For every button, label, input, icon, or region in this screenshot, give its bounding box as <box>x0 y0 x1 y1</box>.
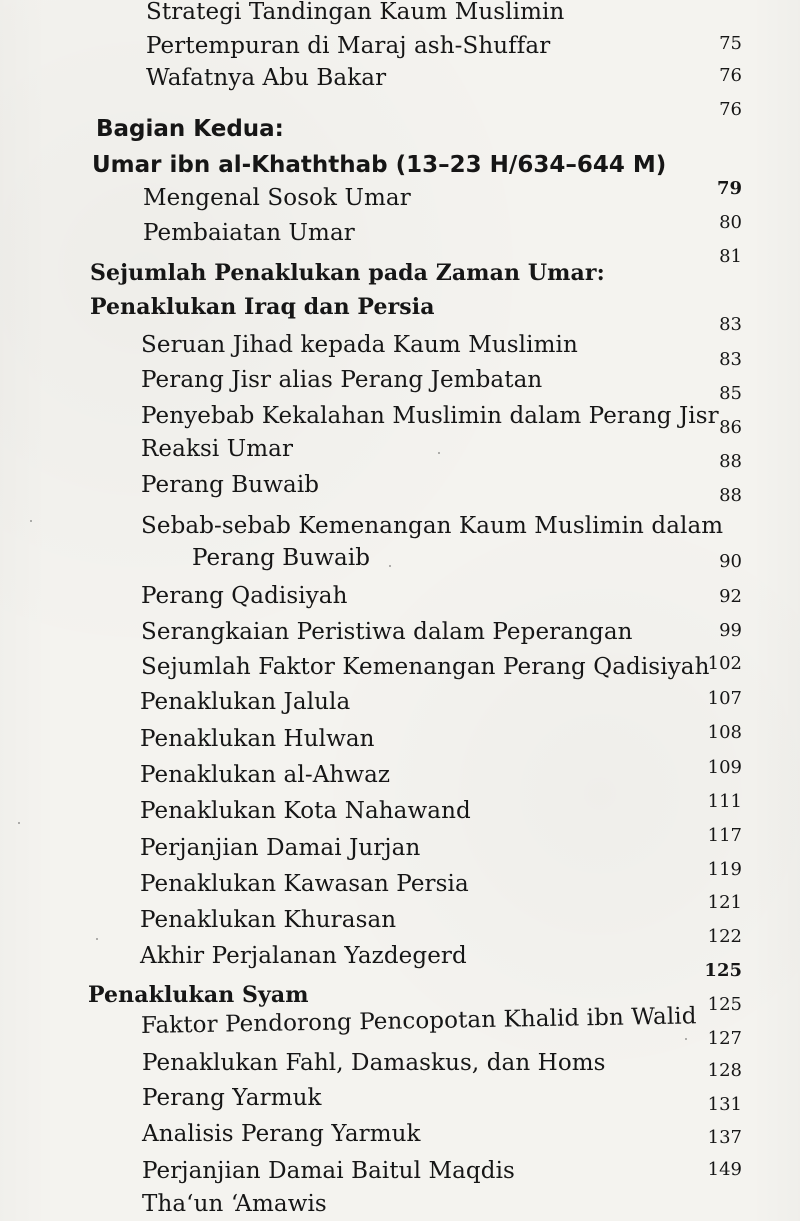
toc-entry: Penaklukan Jalula <box>140 689 351 715</box>
page-number: 122 <box>707 926 742 947</box>
toc-entry: Perang Buwaib <box>192 545 371 571</box>
page-number: 81 <box>719 246 742 267</box>
toc-entry: Reaksi Umar <box>141 436 294 462</box>
page-number: 125 <box>704 960 742 981</box>
toc-entry: Penaklukan Kota Nahawand <box>140 798 471 824</box>
toc-entry: Mengenal Sosok Umar <box>143 185 411 211</box>
toc-entry: Pembaiatan Umar <box>143 220 355 246</box>
toc-entry: Penaklukan Hulwan <box>140 726 375 752</box>
page-number: 117 <box>707 825 742 846</box>
section-heading: Penaklukan Syam <box>88 982 309 1008</box>
page-number: 83 <box>719 314 742 335</box>
page-number: 80 <box>719 212 742 233</box>
page-number: 127 <box>707 1028 742 1049</box>
toc-entry: Perjanjian Damai Jurjan <box>140 835 421 861</box>
page-number: 102 <box>707 653 742 674</box>
toc-entry: Penyebab Kekalahan Muslimin dalam Perang Jisr <box>141 403 719 429</box>
toc-entry: Pertempuran di Maraj ash-Shuffar <box>146 33 551 59</box>
page-number: 149 <box>707 1159 742 1180</box>
page-number: 128 <box>707 1060 742 1081</box>
toc-entry: Perang Qadisiyah <box>141 583 348 609</box>
page-number: 119 <box>707 859 742 880</box>
page-number: 76 <box>719 65 742 86</box>
toc-entry: Serangkaian Peristiwa dalam Peperangan <box>141 619 633 645</box>
page-number: 131 <box>707 1094 742 1115</box>
page-number: 92 <box>719 586 742 607</box>
toc-entry: Akhir Perjalanan Yazdegerd <box>140 943 467 969</box>
toc-entry: Penaklukan Kawasan Persia <box>140 871 469 897</box>
section-heading: Umar ibn al-Khaththab (13–23 H/634–644 M) <box>92 152 667 178</box>
toc-entry: Strategi Tandingan Kaum Muslimin <box>146 0 565 25</box>
page-number: 85 <box>719 383 742 404</box>
toc-entry: Sebab-sebab Kemenangan Kaum Muslimin dalam <box>141 513 724 539</box>
section-heading: Sejumlah Penaklukan pada Zaman Umar: <box>90 260 605 286</box>
paper-speck <box>438 452 440 454</box>
page-number: 99 <box>719 620 742 641</box>
page-number: 76 <box>719 99 742 120</box>
toc-entry: Penaklukan Fahl, Damaskus, dan Homs <box>142 1050 606 1076</box>
toc-entry: Faktor Pendorong Pencopotan Khalid ibn Walid <box>140 1003 697 1039</box>
toc-entry: Penaklukan Khurasan <box>140 907 397 933</box>
toc-entry: Perang Yarmuk <box>142 1085 322 1111</box>
page-number: 137 <box>707 1127 742 1148</box>
section-heading: Bagian Kedua: <box>96 116 284 142</box>
paper-speck <box>30 520 32 522</box>
paper-speck <box>685 1038 687 1040</box>
page-number: 107 <box>707 688 742 709</box>
paper-speck <box>389 565 391 567</box>
page-number: 75 <box>719 33 742 54</box>
page-number: 83 <box>719 349 742 370</box>
toc-entry: Tha‘un ‘Amawis <box>142 1191 327 1217</box>
toc-entry: Perjanjian Damai Baitul Maqdis <box>142 1158 515 1184</box>
paper-speck <box>96 938 98 940</box>
paper-speck <box>18 822 20 824</box>
page-number: 111 <box>707 791 742 812</box>
page-number: 108 <box>707 722 742 743</box>
page-number: 109 <box>707 757 742 778</box>
page-number: 90 <box>719 551 742 572</box>
toc-entry: Sejumlah Faktor Kemenangan Perang Qadisiyah <box>141 654 710 680</box>
toc-entry: Penaklukan al-Ahwaz <box>140 762 391 788</box>
toc-entry: Wafatnya Abu Bakar <box>146 65 387 91</box>
toc-entry: Seruan Jihad kepada Kaum Muslimin <box>141 332 578 358</box>
toc-entry: Perang Jisr alias Perang Jembatan <box>141 367 543 393</box>
page-number: 121 <box>707 892 742 913</box>
page-number: 79 <box>716 178 742 199</box>
page-number: 125 <box>707 994 742 1015</box>
page-number: 86 <box>719 417 742 438</box>
page-number: 88 <box>719 451 742 472</box>
toc-entry: Perang Buwaib <box>141 472 320 498</box>
toc-entry: Analisis Perang Yarmuk <box>142 1121 421 1147</box>
section-heading: Penaklukan Iraq dan Persia <box>90 294 435 320</box>
page-number: 88 <box>719 485 742 506</box>
